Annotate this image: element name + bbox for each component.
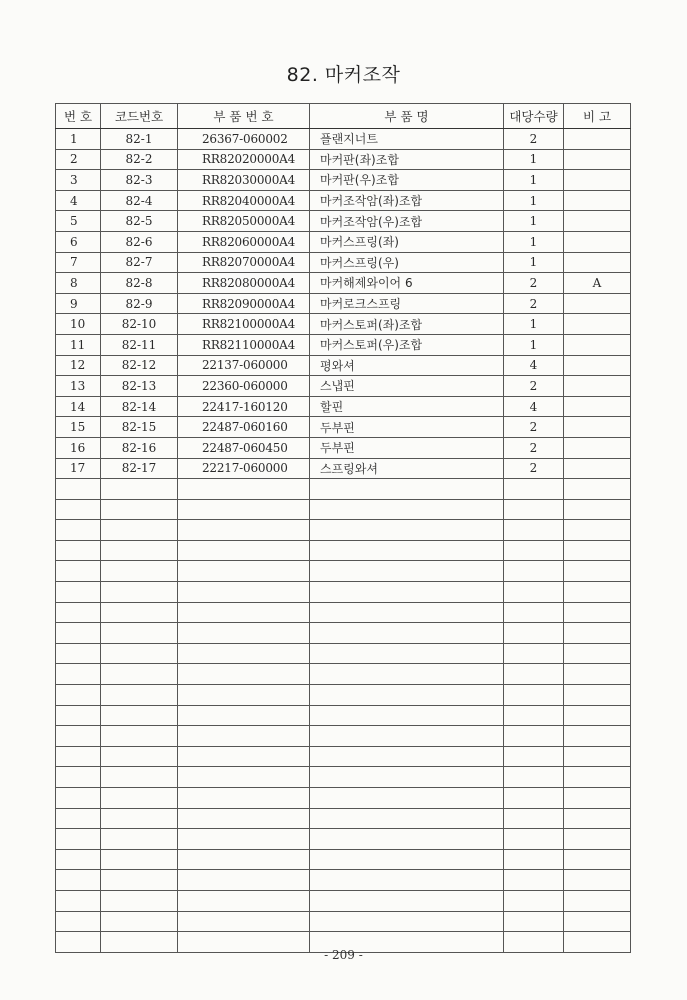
cell-no: 2 xyxy=(56,149,101,170)
empty-cell xyxy=(504,726,564,747)
empty-cell xyxy=(56,520,101,541)
cell-code: 82-5 xyxy=(101,211,178,232)
cell-part-name: 마커로크스프링 xyxy=(310,293,504,314)
empty-cell xyxy=(56,602,101,623)
cell-code: 82-2 xyxy=(101,149,178,170)
empty-table-row xyxy=(56,664,631,685)
cell-part-name: 스냅핀 xyxy=(310,376,504,397)
cell-quantity: 4 xyxy=(504,396,564,417)
empty-cell xyxy=(178,499,310,520)
empty-table-row xyxy=(56,623,631,644)
cell-part-number: RR82080000A4 xyxy=(178,273,310,294)
empty-cell xyxy=(56,499,101,520)
cell-part-number: RR82030000A4 xyxy=(178,170,310,191)
cell-part-number: 26367-060002 xyxy=(178,129,310,150)
empty-cell xyxy=(56,685,101,706)
cell-no: 14 xyxy=(56,396,101,417)
table-row xyxy=(56,314,631,335)
empty-cell xyxy=(101,911,178,932)
cell-quantity: 1 xyxy=(504,149,564,170)
cell-part-number: 22487-060160 xyxy=(178,417,310,438)
header-quantity: 대당수량 xyxy=(504,104,564,129)
empty-cell xyxy=(56,623,101,644)
empty-cell xyxy=(564,849,631,870)
cell-no: 11 xyxy=(56,334,101,355)
empty-cell xyxy=(101,685,178,706)
header-code: 코드번호 xyxy=(101,104,178,129)
empty-cell xyxy=(504,602,564,623)
empty-cell xyxy=(178,849,310,870)
cell-part-number: 22417-160120 xyxy=(178,396,310,417)
empty-cell xyxy=(564,705,631,726)
empty-cell xyxy=(178,582,310,603)
empty-cell xyxy=(178,829,310,850)
cell-note: A xyxy=(564,273,631,294)
cell-note xyxy=(564,293,631,314)
empty-cell xyxy=(504,746,564,767)
cell-note xyxy=(564,231,631,252)
table-row xyxy=(56,129,631,150)
table-row xyxy=(56,458,631,479)
empty-cell xyxy=(310,829,504,850)
empty-cell xyxy=(504,829,564,850)
cell-no: 10 xyxy=(56,314,101,335)
cell-quantity: 1 xyxy=(504,211,564,232)
table-row xyxy=(56,252,631,273)
empty-cell xyxy=(178,561,310,582)
empty-cell xyxy=(178,520,310,541)
header-part-number: 부 품 번 호 xyxy=(178,104,310,129)
empty-cell xyxy=(310,808,504,829)
cell-part-name: 평와셔 xyxy=(310,355,504,376)
cell-code: 82-1 xyxy=(101,129,178,150)
cell-part-number: RR82060000A4 xyxy=(178,231,310,252)
cell-part-name: 마커해제와이어 6 xyxy=(310,273,504,294)
cell-no: 8 xyxy=(56,273,101,294)
cell-no: 7 xyxy=(56,252,101,273)
empty-cell xyxy=(178,623,310,644)
cell-quantity: 2 xyxy=(504,417,564,438)
cell-code: 82-16 xyxy=(101,437,178,458)
empty-cell xyxy=(101,602,178,623)
empty-cell xyxy=(178,726,310,747)
empty-cell xyxy=(101,870,178,891)
empty-cell xyxy=(178,746,310,767)
cell-note xyxy=(564,252,631,273)
empty-cell xyxy=(310,643,504,664)
empty-cell xyxy=(564,602,631,623)
page-number: - 209 - xyxy=(324,948,363,962)
empty-cell xyxy=(564,726,631,747)
cell-part-name: 두부핀 xyxy=(310,417,504,438)
cell-quantity: 1 xyxy=(504,314,564,335)
page-title: 82. 마커조작 xyxy=(286,64,401,86)
empty-cell xyxy=(178,808,310,829)
table-row xyxy=(56,396,631,417)
empty-table-row xyxy=(56,746,631,767)
empty-cell xyxy=(310,685,504,706)
cell-code: 82-4 xyxy=(101,190,178,211)
empty-cell xyxy=(504,561,564,582)
cell-part-number: RR82110000A4 xyxy=(178,334,310,355)
cell-part-name: 마커판(좌)조합 xyxy=(310,149,504,170)
empty-cell xyxy=(310,479,504,500)
table-row xyxy=(56,170,631,191)
cell-code: 82-3 xyxy=(101,170,178,191)
empty-cell xyxy=(178,602,310,623)
empty-table-row xyxy=(56,705,631,726)
empty-cell xyxy=(101,705,178,726)
cell-quantity: 1 xyxy=(504,190,564,211)
empty-cell xyxy=(101,788,178,809)
empty-cell xyxy=(56,726,101,747)
table-row xyxy=(56,273,631,294)
cell-no: 3 xyxy=(56,170,101,191)
cell-no: 1 xyxy=(56,129,101,150)
cell-quantity: 4 xyxy=(504,355,564,376)
empty-cell xyxy=(504,582,564,603)
empty-cell xyxy=(504,520,564,541)
empty-cell xyxy=(56,911,101,932)
cell-code: 82-17 xyxy=(101,458,178,479)
cell-no: 13 xyxy=(56,376,101,397)
empty-cell xyxy=(310,746,504,767)
cell-note xyxy=(564,129,631,150)
cell-no: 4 xyxy=(56,190,101,211)
cell-part-number: RR82050000A4 xyxy=(178,211,310,232)
empty-cell xyxy=(178,911,310,932)
cell-part-name: 마커조작암(좌)조합 xyxy=(310,190,504,211)
empty-table-row xyxy=(56,767,631,788)
cell-part-number: RR82020000A4 xyxy=(178,149,310,170)
cell-note xyxy=(564,437,631,458)
header-part-name: 부 품 명 xyxy=(310,104,504,129)
cell-part-number: RR82090000A4 xyxy=(178,293,310,314)
table-row xyxy=(56,334,631,355)
cell-code: 82-15 xyxy=(101,417,178,438)
empty-cell xyxy=(310,664,504,685)
empty-table-row xyxy=(56,726,631,747)
empty-table-row xyxy=(56,520,631,541)
empty-cell xyxy=(310,623,504,644)
empty-cell xyxy=(56,788,101,809)
empty-cell xyxy=(101,623,178,644)
empty-cell xyxy=(564,870,631,891)
empty-cell xyxy=(504,643,564,664)
empty-cell xyxy=(504,808,564,829)
cell-quantity: 2 xyxy=(504,293,564,314)
empty-cell xyxy=(564,767,631,788)
table-row xyxy=(56,211,631,232)
empty-cell xyxy=(178,890,310,911)
cell-quantity: 2 xyxy=(504,273,564,294)
empty-cell xyxy=(56,870,101,891)
empty-cell xyxy=(101,479,178,500)
table-header-row xyxy=(56,104,631,129)
empty-cell xyxy=(504,870,564,891)
empty-cell xyxy=(310,561,504,582)
cell-code: 82-14 xyxy=(101,396,178,417)
cell-code: 82-8 xyxy=(101,273,178,294)
empty-cell xyxy=(504,479,564,500)
empty-cell xyxy=(56,664,101,685)
empty-cell xyxy=(101,726,178,747)
empty-cell xyxy=(504,540,564,561)
empty-cell xyxy=(101,561,178,582)
cell-code: 82-10 xyxy=(101,314,178,335)
empty-cell xyxy=(564,685,631,706)
cell-note xyxy=(564,334,631,355)
empty-cell xyxy=(101,808,178,829)
empty-cell xyxy=(178,540,310,561)
empty-cell xyxy=(564,911,631,932)
cell-note xyxy=(564,211,631,232)
table-row xyxy=(56,417,631,438)
cell-part-name: 플랜지너트 xyxy=(310,129,504,150)
cell-quantity: 1 xyxy=(504,170,564,191)
empty-cell xyxy=(101,499,178,520)
empty-cell xyxy=(504,788,564,809)
cell-note xyxy=(564,170,631,191)
empty-cell xyxy=(178,705,310,726)
empty-cell xyxy=(564,746,631,767)
empty-table-row xyxy=(56,685,631,706)
empty-cell xyxy=(56,746,101,767)
empty-cell xyxy=(564,561,631,582)
cell-no: 5 xyxy=(56,211,101,232)
empty-cell xyxy=(56,890,101,911)
empty-cell xyxy=(504,499,564,520)
cell-no: 16 xyxy=(56,437,101,458)
empty-cell xyxy=(101,849,178,870)
cell-code: 82-9 xyxy=(101,293,178,314)
cell-part-name: 할핀 xyxy=(310,396,504,417)
cell-part-number: RR82040000A4 xyxy=(178,190,310,211)
cell-note xyxy=(564,149,631,170)
empty-cell xyxy=(504,911,564,932)
empty-cell xyxy=(101,582,178,603)
empty-cell xyxy=(56,582,101,603)
empty-table-row xyxy=(56,643,631,664)
empty-cell xyxy=(504,664,564,685)
cell-quantity: 1 xyxy=(504,334,564,355)
cell-quantity: 1 xyxy=(504,231,564,252)
empty-cell xyxy=(56,643,101,664)
empty-cell xyxy=(178,870,310,891)
header-note: 비 고 xyxy=(564,104,631,129)
cell-part-name: 마커판(우)조합 xyxy=(310,170,504,191)
empty-cell xyxy=(310,788,504,809)
empty-cell xyxy=(564,499,631,520)
empty-cell xyxy=(178,664,310,685)
cell-note xyxy=(564,355,631,376)
empty-cell xyxy=(56,849,101,870)
cell-code: 82-11 xyxy=(101,334,178,355)
empty-table-row xyxy=(56,911,631,932)
cell-quantity: 2 xyxy=(504,376,564,397)
empty-cell xyxy=(101,890,178,911)
empty-cell xyxy=(504,890,564,911)
empty-table-row xyxy=(56,829,631,850)
empty-cell xyxy=(564,582,631,603)
table-row xyxy=(56,376,631,397)
empty-cell xyxy=(101,829,178,850)
empty-cell xyxy=(56,561,101,582)
table-row xyxy=(56,231,631,252)
empty-cell xyxy=(564,664,631,685)
empty-cell xyxy=(178,788,310,809)
empty-cell xyxy=(310,602,504,623)
empty-cell xyxy=(564,540,631,561)
empty-table-row xyxy=(56,479,631,500)
cell-note xyxy=(564,190,631,211)
empty-cell xyxy=(310,520,504,541)
empty-cell xyxy=(310,705,504,726)
empty-cell xyxy=(310,911,504,932)
cell-part-number: 22137-060000 xyxy=(178,355,310,376)
empty-cell xyxy=(310,849,504,870)
empty-cell xyxy=(310,890,504,911)
cell-no: 17 xyxy=(56,458,101,479)
cell-quantity: 2 xyxy=(504,437,564,458)
empty-cell xyxy=(564,788,631,809)
empty-cell xyxy=(56,829,101,850)
cell-note xyxy=(564,458,631,479)
cell-part-name: 마커스프링(좌) xyxy=(310,231,504,252)
cell-no: 12 xyxy=(56,355,101,376)
cell-part-name: 마커스토퍼(좌)조합 xyxy=(310,314,504,335)
empty-cell xyxy=(564,829,631,850)
cell-code: 82-7 xyxy=(101,252,178,273)
empty-cell xyxy=(101,746,178,767)
empty-cell xyxy=(504,705,564,726)
empty-table-row xyxy=(56,808,631,829)
cell-part-name: 마커스프링(우) xyxy=(310,252,504,273)
empty-cell xyxy=(310,582,504,603)
empty-cell xyxy=(310,540,504,561)
cell-no: 6 xyxy=(56,231,101,252)
empty-table-row xyxy=(56,561,631,582)
empty-table-row xyxy=(56,788,631,809)
cell-code: 82-6 xyxy=(101,231,178,252)
empty-cell xyxy=(178,685,310,706)
empty-cell xyxy=(101,664,178,685)
empty-cell xyxy=(101,520,178,541)
cell-note xyxy=(564,376,631,397)
cell-part-number: RR82070000A4 xyxy=(178,252,310,273)
empty-cell xyxy=(178,643,310,664)
empty-cell xyxy=(310,726,504,747)
empty-cell xyxy=(504,623,564,644)
empty-cell xyxy=(310,767,504,788)
empty-cell xyxy=(56,540,101,561)
empty-cell xyxy=(504,849,564,870)
empty-cell xyxy=(56,808,101,829)
table-row xyxy=(56,355,631,376)
table-row xyxy=(56,437,631,458)
empty-cell xyxy=(504,685,564,706)
empty-cell xyxy=(564,623,631,644)
cell-part-name: 스프링와셔 xyxy=(310,458,504,479)
empty-table-row xyxy=(56,602,631,623)
cell-part-name: 마커스토퍼(우)조합 xyxy=(310,334,504,355)
cell-part-number: 22360-060000 xyxy=(178,376,310,397)
cell-part-number: 22487-060450 xyxy=(178,437,310,458)
table-row xyxy=(56,149,631,170)
empty-table-row xyxy=(56,582,631,603)
empty-table-row xyxy=(56,849,631,870)
header-no: 번 호 xyxy=(56,104,101,129)
table-row xyxy=(56,190,631,211)
empty-cell xyxy=(564,520,631,541)
empty-cell xyxy=(101,643,178,664)
empty-cell xyxy=(101,767,178,788)
empty-cell xyxy=(178,479,310,500)
empty-table-row xyxy=(56,499,631,520)
cell-note xyxy=(564,417,631,438)
empty-table-row xyxy=(56,890,631,911)
table-body xyxy=(56,129,631,953)
cell-note xyxy=(564,396,631,417)
empty-cell xyxy=(564,890,631,911)
empty-cell xyxy=(564,643,631,664)
empty-cell xyxy=(101,540,178,561)
cell-no: 15 xyxy=(56,417,101,438)
cell-code: 82-12 xyxy=(101,355,178,376)
cell-note xyxy=(564,314,631,335)
empty-cell xyxy=(56,767,101,788)
table-row xyxy=(56,293,631,314)
empty-cell xyxy=(310,499,504,520)
cell-part-name: 마커조작암(우)조합 xyxy=(310,211,504,232)
cell-quantity: 1 xyxy=(504,252,564,273)
cell-part-name: 두부핀 xyxy=(310,437,504,458)
empty-cell xyxy=(504,767,564,788)
cell-part-number: RR82100000A4 xyxy=(178,314,310,335)
empty-cell xyxy=(564,479,631,500)
cell-no: 9 xyxy=(56,293,101,314)
empty-cell xyxy=(564,808,631,829)
empty-cell xyxy=(178,767,310,788)
empty-cell xyxy=(56,705,101,726)
empty-cell xyxy=(310,870,504,891)
empty-table-row xyxy=(56,540,631,561)
cell-code: 82-13 xyxy=(101,376,178,397)
cell-quantity: 2 xyxy=(504,458,564,479)
empty-table-row xyxy=(56,870,631,891)
cell-quantity: 2 xyxy=(504,129,564,150)
parts-table xyxy=(55,103,631,953)
empty-cell xyxy=(56,479,101,500)
cell-part-number: 22217-060000 xyxy=(178,458,310,479)
